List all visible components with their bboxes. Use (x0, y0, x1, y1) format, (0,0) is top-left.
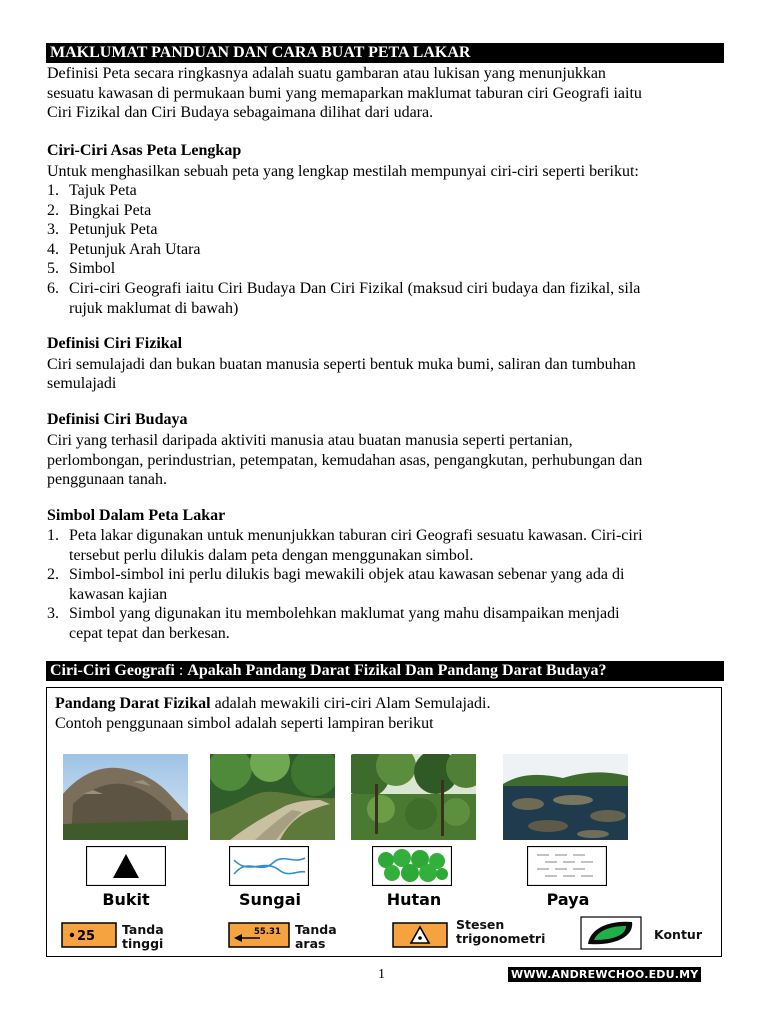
ciri-asas-intro: Untuk menghasilkan sebuah peta yang lengkap mestilah mempunyai ciri-ciri seperti berikut: (47, 163, 639, 180)
website-badge: WWW.ANDREWCHOO.EDU.MY (508, 967, 701, 982)
section2-title-b: Apakah Pandang Darat Fizikal Dan Pandang Darat Budaya? (187, 662, 607, 679)
sungai-photo (210, 754, 335, 840)
label-sungai: Sungai (238, 890, 302, 909)
sungai-symbol-icon (229, 846, 309, 886)
ciri-asas-list (47, 181, 727, 318)
box-lead-bold: Pandang Darat Fizikal (55, 695, 211, 712)
box-line-2: Contoh penggunaan simbol adalah seperti lampiran berikut (55, 715, 434, 732)
paya-symbol-icon (527, 846, 607, 886)
list-item: 1. Peta lakar digunakan untuk menunjukkan taburan ciri Geografi sesuatu kawasan. Ciri-ciri (47, 527, 643, 544)
bukit-photo (63, 754, 188, 840)
intro-line-2: sesuatu kawasan di permukaan bumi yang memaparkan maklumat taburan ciri Geografi iaitu (47, 85, 642, 102)
stesen-trigonometri-icon (392, 922, 448, 948)
list-item: 2. Simbol-simbol ini perlu dilukis bagi mewakili objek atau kawasan sebenar yang ada di (47, 566, 625, 584)
intro-line-3: Ciri Fizikal dan Ciri Budaya sebagaimana dilihat dari udara. (47, 104, 434, 121)
tanda-tinggi-icon (61, 922, 117, 948)
list-item: 2. Bingkai Peta (47, 201, 152, 219)
list-item: 3. Simbol yang digunakan itu membolehkan maklumat yang mahu disampaikan menjadi (47, 605, 620, 623)
ciri-budaya-line-3: penggunaan tanah. (47, 471, 167, 488)
tanda-tinggi-value: 25 (77, 929, 96, 944)
list-item: tersebut perlu dilukis dalam peta dengan menggunakan simbol. (69, 546, 474, 564)
ciri-budaya-line-2: perlombongan, perindustrian, petempatan, kemudahan asas, pengangkutan, perhubungan dan (47, 452, 643, 469)
stesen-label: Stesen trigonometri (456, 917, 546, 946)
list-item: rujuk maklumat di bawah) (69, 299, 239, 317)
ciri-fizikal-line-2: semulajadi (47, 375, 117, 392)
list-item: kawasan kajian (69, 585, 168, 603)
ciri-budaya-line-1: Ciri yang terhasil daripada aktiviti manusia atau buatan manusia seperti pertanian, (47, 432, 573, 449)
kontur-icon (580, 916, 642, 950)
page-number: 1 (378, 967, 385, 982)
label-bukit: Bukit (102, 890, 150, 909)
list-item: cepat tepat dan berkesan. (69, 624, 230, 642)
section2-title-bar (46, 661, 724, 681)
list-item: 3. Petunjuk Peta (47, 221, 158, 239)
label-hutan: Hutan (386, 890, 442, 909)
list-item: 6. Ciri-ciri Geografi iaitu Ciri Budaya Dan Ciri Fizikal (maksud ciri budaya dan fizikal, sila (47, 279, 641, 297)
box-lead (55, 694, 490, 714)
hutan-photo (351, 754, 476, 840)
simbol-list (47, 526, 727, 644)
ciri-fizikal-line-1: Ciri semulajadi dan bukan buatan manusia seperti bentuk muka bumi, saliran dan tumbuhan (47, 356, 636, 373)
heading-ciri-fizikal: Definisi Ciri Fizikal (47, 335, 183, 352)
tanda-aras-icon (228, 922, 290, 948)
box-lead-rest: adalah mewakili ciri-ciri Alam Semulajadi. (210, 695, 491, 712)
section-title-bar (46, 43, 724, 63)
heading-ciri-asas: Ciri-Ciri Asas Peta Lengkap (47, 142, 242, 159)
tanda-tinggi-label: Tanda tinggi (122, 922, 164, 951)
list-item: 1. Tajuk Peta (47, 182, 137, 199)
section-title: MAKLUMAT PANDUAN DAN CARA BUAT PETA LAKAR (50, 44, 471, 61)
tanda-aras-value: 55.31 (254, 927, 281, 937)
section2-title-a: Ciri-Ciri Geografi (50, 662, 175, 679)
hutan-symbol-icon (372, 846, 452, 886)
heading-ciri-budaya: Definisi Ciri Budaya (47, 411, 188, 428)
section2-title-sep: : (174, 662, 188, 679)
list-item: 4. Petunjuk Arah Utara (47, 240, 201, 258)
paya-photo (503, 754, 628, 840)
kontur-label: Kontur (654, 927, 702, 942)
intro-line-1: Definisi Peta secara ringkasnya adalah suatu gambaran atau lukisan yang menunjukkan (47, 65, 606, 82)
tanda-aras-label: Tanda aras (295, 922, 337, 951)
label-paya: Paya (546, 890, 590, 909)
bukit-symbol-icon (86, 846, 166, 886)
list-item: 5. Simbol (47, 260, 116, 278)
heading-simbol: Simbol Dalam Peta Lakar (47, 507, 226, 524)
